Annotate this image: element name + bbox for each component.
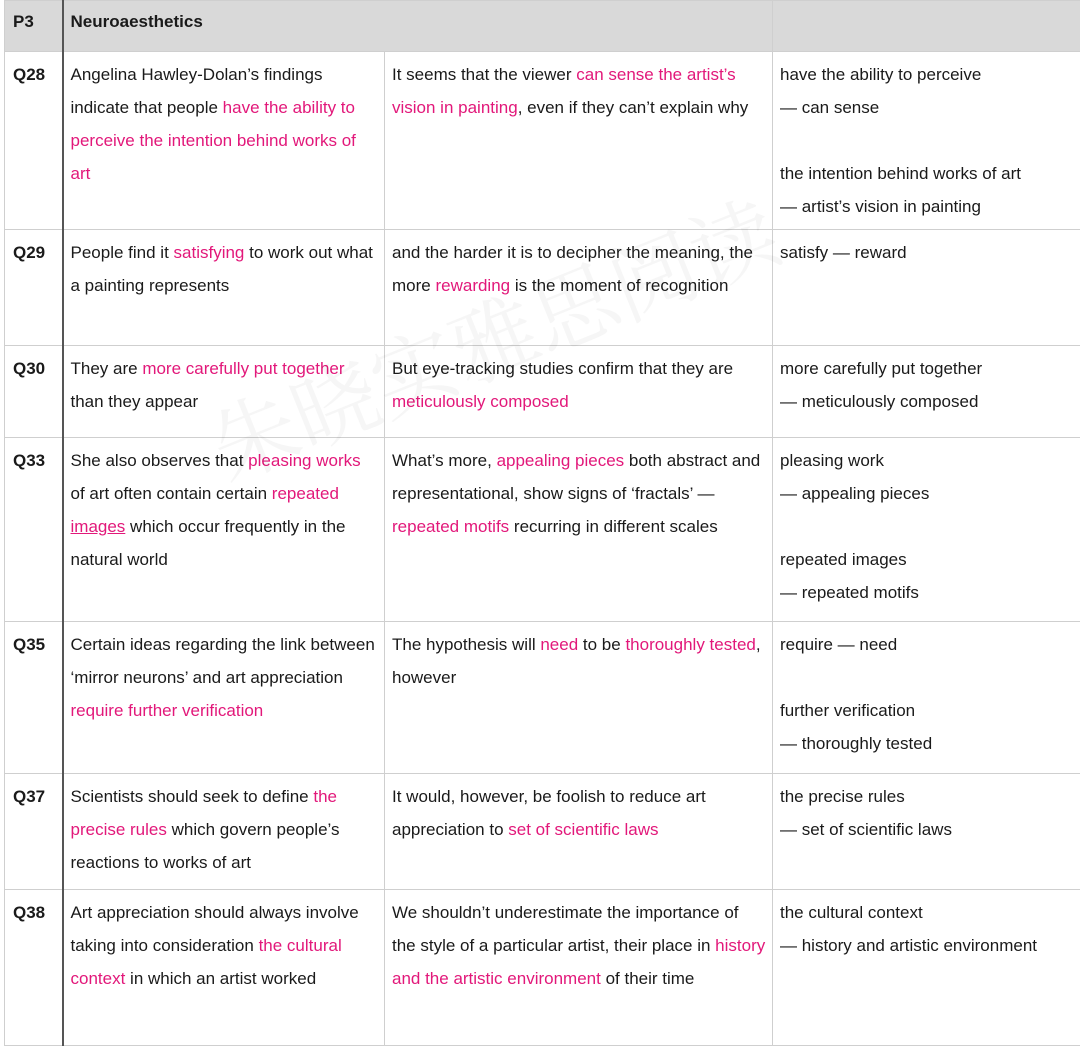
table-row (5, 438, 1080, 622)
text-segment: of their time (601, 969, 695, 988)
highlighted-phrase: pleasing works (248, 451, 360, 470)
synonym-match (773, 230, 1080, 346)
highlighted-phrase: thoroughly tested (625, 635, 755, 654)
synonym-match (773, 438, 1080, 622)
header-empty-cell (773, 1, 1080, 52)
synonym-line: require — need (780, 628, 1080, 661)
highlighted-phrase: the precise rules (71, 787, 338, 839)
text-segment: It seems that the viewer (392, 65, 576, 84)
question-statement (63, 52, 385, 230)
synonym-line: — repeated motifs (780, 576, 1080, 609)
question-number: Q30 (5, 346, 63, 438)
table-row (5, 346, 1080, 438)
synonym-line: — artist’s vision in painting (780, 190, 1080, 223)
text-segment: both abstract and representational, show signs of ‘fractals’ — (392, 451, 760, 503)
synonym-line: pleasing work (780, 444, 1080, 477)
synonym-match (773, 622, 1080, 774)
group-spacer (780, 661, 1080, 694)
synonym-line: — history and artistic environment (780, 929, 1080, 962)
passage-excerpt (385, 52, 773, 230)
highlighted-phrase: satisfying (174, 243, 245, 262)
text-segment: Scientists should seek to define (71, 787, 314, 806)
synonym-match (773, 52, 1080, 230)
synonym-line: — set of scientific laws (780, 813, 1080, 846)
question-statement (63, 622, 385, 774)
text-segment: in which an artist worked (125, 969, 316, 988)
text-segment: But eye-tracking studies confirm that they are (392, 359, 733, 378)
passage-excerpt (385, 774, 773, 890)
synonym-match (773, 890, 1080, 1046)
question-statement (63, 230, 385, 346)
synonym-line: repeated images (780, 543, 1080, 576)
highlighted-phrase: have the ability to perceive the intention behind works of art (71, 98, 356, 183)
text-segment: We shouldn’t underestimate the importance of the style of a particular artist, their place in (392, 903, 739, 955)
text-segment: to be (578, 635, 625, 654)
text-segment: Angelina Hawley-Dolan’s findings indicate that people (71, 65, 323, 117)
passage-title: Neuroaesthetics (63, 1, 773, 52)
synonym-match (773, 774, 1080, 890)
highlighted-phrase: images (71, 517, 126, 536)
synonym-line: satisfy — reward (780, 236, 1080, 269)
highlighted-phrase: history and the artistic environment (392, 936, 765, 988)
highlighted-phrase: require further verification (71, 701, 264, 720)
table-row (5, 774, 1080, 890)
question-statement (63, 774, 385, 890)
question-number: Q35 (5, 622, 63, 774)
synonym-line: the cultural context (780, 896, 1080, 929)
table-row (5, 890, 1080, 1046)
synonym-line: more carefully put together (780, 352, 1080, 385)
text-segment: recurring in different scales (509, 517, 718, 536)
text-segment: The hypothesis will (392, 635, 540, 654)
text-segment: What’s more, (392, 451, 497, 470)
text-segment: Certain ideas regarding the link between ‘mirror neurons’ and art appreciation (71, 635, 375, 687)
synonym-line: have the ability to perceive (780, 58, 1080, 91)
group-spacer (780, 510, 1080, 543)
text-segment: People find it (71, 243, 174, 262)
table-row (5, 230, 1080, 346)
synonym-line: the intention behind works of art (780, 157, 1080, 190)
question-number: Q33 (5, 438, 63, 622)
highlighted-phrase: appealing pieces (497, 451, 625, 470)
group-spacer (780, 124, 1080, 157)
text-segment: It would, however, be foolish to reduce art appreciation to (392, 787, 706, 839)
synonym-line: further verification (780, 694, 1080, 727)
synonym-line: — can sense (780, 91, 1080, 124)
question-number: Q29 (5, 230, 63, 346)
highlighted-phrase: need (540, 635, 578, 654)
question-statement (63, 890, 385, 1046)
text-segment: They are (71, 359, 143, 378)
text-segment: to work out what a painting represents (71, 243, 373, 295)
passage-excerpt (385, 890, 773, 1046)
highlighted-phrase: set of scientific laws (508, 820, 658, 839)
text-segment: , however (392, 635, 761, 687)
passage-excerpt (385, 230, 773, 346)
passage-excerpt (385, 622, 773, 774)
comparison-table (4, 0, 1080, 1046)
text-segment: and the harder it is to decipher the meaning, the more (392, 243, 753, 295)
highlighted-phrase: repeated motifs (392, 517, 509, 536)
header-row (5, 1, 1080, 52)
question-number: Q38 (5, 890, 63, 1046)
synonym-line: — meticulously composed (780, 385, 1080, 418)
text-segment: than they appear (71, 392, 199, 411)
highlighted-phrase: repeated (272, 484, 339, 503)
passage-excerpt (385, 438, 773, 622)
text-segment: , even if they can’t explain why (518, 98, 749, 117)
highlighted-phrase: the cultural context (71, 936, 342, 988)
question-number: Q28 (5, 52, 63, 230)
highlighted-phrase: rewarding (435, 276, 510, 295)
synonym-line: — thoroughly tested (780, 727, 1080, 760)
text-segment: Art appreciation should always involve taking into consideration (71, 903, 359, 955)
synonym-line: — appealing pieces (780, 477, 1080, 510)
table-row (5, 52, 1080, 230)
synonym-match (773, 346, 1080, 438)
text-segment: of art often contain certain (71, 484, 272, 503)
table-body (5, 1, 1080, 1046)
text-segment: is the moment of recognition (510, 276, 728, 295)
question-number: Q37 (5, 774, 63, 890)
question-statement (63, 438, 385, 622)
table-row (5, 622, 1080, 774)
highlighted-phrase: more carefully put together (142, 359, 344, 378)
highlighted-phrase: meticulously composed (392, 392, 569, 411)
text-segment: which occur frequently in the natural world (71, 517, 346, 569)
highlighted-phrase: can sense the artist’s vision in painting (392, 65, 736, 117)
passage-excerpt (385, 346, 773, 438)
text-segment: She also observes that (71, 451, 249, 470)
passage-label: P3 (5, 1, 63, 52)
text-segment: which govern people’s reactions to works of art (71, 820, 340, 872)
question-statement (63, 346, 385, 438)
synonym-line: the precise rules (780, 780, 1080, 813)
